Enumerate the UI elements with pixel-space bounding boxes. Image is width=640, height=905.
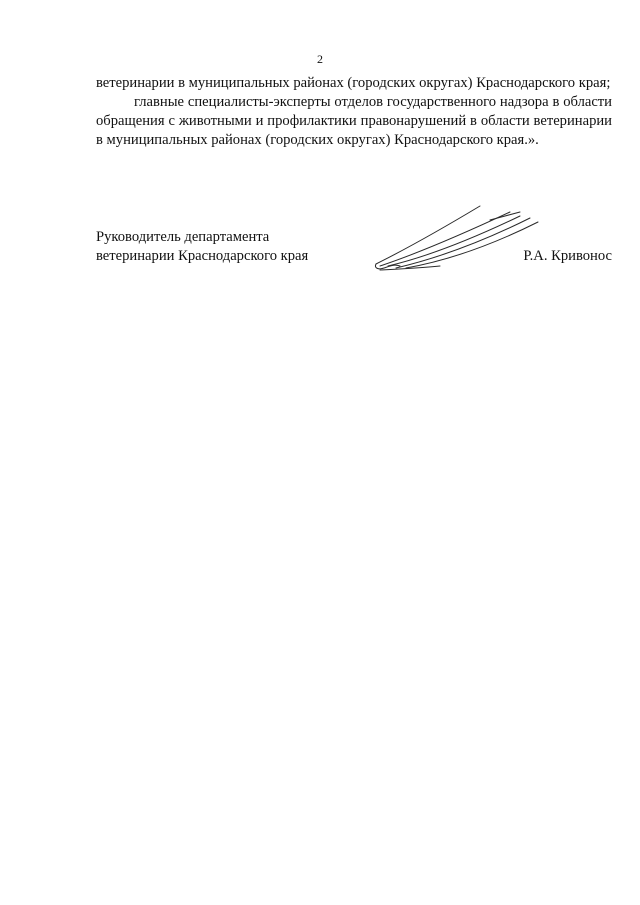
paragraph-continuation: ветеринарии в муниципальных районах (городских округах) Краснодарского края; [96,75,611,91]
paragraph-chief-specialists: главные специалисты-эксперты отделов государственного надзора в области обращения с животными и профилактики правонарушений в области ветеринарии в муниципальных районах (городских округах) Краснодарского края.». [96,94,612,148]
page-number: 2 [317,52,323,66]
document-body [96,74,612,150]
position-line-2: ветеринарии Краснодарского края [96,248,309,264]
signatory-position [96,228,308,266]
position-line-1: Руководитель департамента [96,229,270,245]
signatory-name: Р.А. Кривонос [523,248,612,264]
